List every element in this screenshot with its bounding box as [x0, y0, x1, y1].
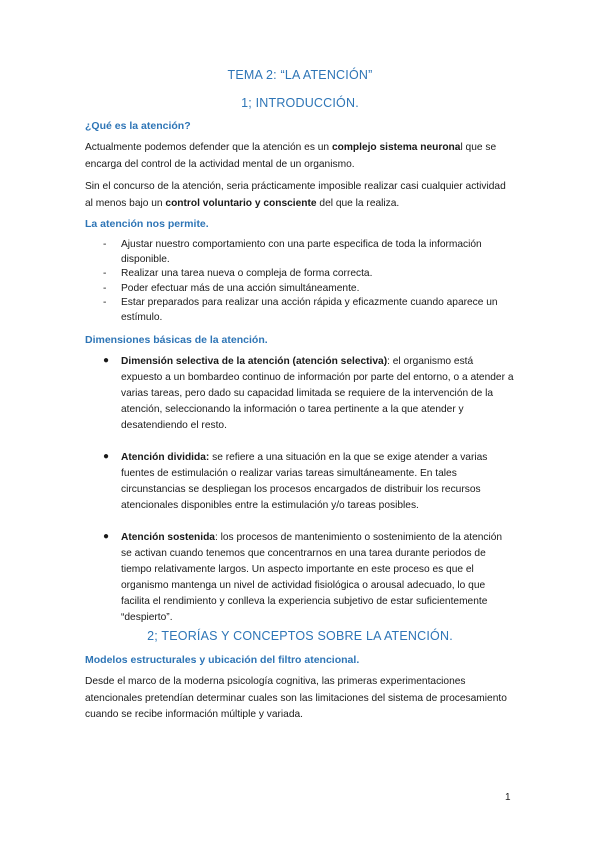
list-item: [85, 238, 515, 267]
section-heading-teorias: 2; TEORÍAS Y CONCEPTOS SOBRE LA ATENCIÓN.: [147, 629, 453, 643]
paragraph-definition: [85, 140, 515, 173]
list-item-text: Estar preparados para realizar una acción rápida y eficazmente cuando aparece un estímulo.: [121, 297, 498, 323]
dash-marker: -: [103, 297, 107, 308]
list-item: [85, 282, 515, 297]
dimensions-list: [85, 354, 515, 626]
p1-bold: complejo sistema neurona: [331, 142, 461, 153]
dimension-name: Dimensión selectiva de la atención (atención selectiva): [121, 356, 388, 367]
bullet-icon: ●: [103, 531, 110, 542]
list-item-text: [121, 354, 515, 434]
p1-text-before: Actualmente podemos defender que la atención es un: [85, 142, 332, 153]
permite-heading: La atención nos permite.: [85, 218, 209, 230]
dimension-name: Atención sostenida: [121, 532, 215, 543]
p2-bold: control voluntario y consciente: [165, 197, 317, 209]
list-item: [85, 354, 515, 434]
bullet-icon: ●: [103, 451, 110, 462]
list-item: [85, 267, 515, 282]
dimension-name: Atención dividida:: [121, 452, 210, 463]
question-heading: ¿Qué es la atención?: [85, 120, 191, 132]
dimension-description: : el organismo está expuesto a un bombardeo continuo de información por parte del entorno, o a atender a varias tareas, pero dado su capacidad limitada se requiere de la intervención de la atención, seleccionando la información o tarea pertinente a la que atender y desatendiendo el resto.: [121, 356, 514, 431]
list-item-text: Poder efectuar más de una acción simultáneamente.: [121, 282, 360, 294]
list-item-text: Realizar una tarea nueva o compleja de forma correcta.: [121, 268, 373, 279]
dash-marker: -: [103, 268, 107, 279]
list-item: [85, 530, 515, 626]
list-item: [85, 450, 515, 514]
dimension-description: se refiere a una situación en la que se exige atender a varias fuentes de estimulación o realizar varias tareas simultáneamente. En tales circunstancias se despliegan los procesos encargados de distribuir los recursos atencionales disponibles entre la estimulación y/o tareas posibles.: [121, 452, 488, 511]
page-number: 1: [505, 792, 511, 803]
paragraph-importance: [85, 179, 515, 212]
list-item-text: [121, 530, 515, 626]
p1-text-after: l que se encarga del control de la actividad mental de un organismo.: [85, 142, 497, 170]
document-title: TEMA 2: “LA ATENCIÓN”: [227, 68, 373, 82]
list-item-text: Ajustar nuestro comportamiento con una parte especifica de toda la información disponible.: [121, 239, 482, 265]
list-item-text: [121, 450, 515, 514]
dash-marker: -: [103, 282, 107, 294]
list-item: [85, 296, 515, 325]
paragraph-models: Desde el marco de la moderna psicología cognitiva, las primeras experimentaciones atencionales pretendían determinar cuales son las limitaciones del sistema de procesamiento cuando se recibe información múltiple y variada.: [85, 676, 507, 720]
p2-text-before: Sin el concurso de la atención, seria prácticamente imposible realizar casi cualquier actividad al menos bajo un: [85, 181, 506, 209]
dimensions-heading: Dimensiones básicas de la atención.: [85, 334, 268, 346]
section-heading-introduccion: 1; INTRODUCCIÓN.: [241, 96, 359, 110]
p2-text-after: del que la realiza.: [316, 197, 400, 209]
bullet-icon: ●: [103, 355, 110, 366]
dimension-description: : los procesos de mantenimiento o sostenimiento de la atención se activan cuando tenemos que concentrarnos en una tarea durante periodos de tiempo relativamente largos. Un aspecto importante en este proceso es que el organismo mantenga un nivel de actividad fisiológica o arousal adecuado, lo que facilita el rendimiento y conlleva la experiencia subjetivo de estar suficientemente “despierto”.: [121, 532, 503, 623]
models-heading: Modelos estructurales y ubicación del filtro atencional.: [85, 654, 360, 666]
dash-marker: -: [103, 239, 107, 250]
permite-list: [85, 238, 515, 325]
